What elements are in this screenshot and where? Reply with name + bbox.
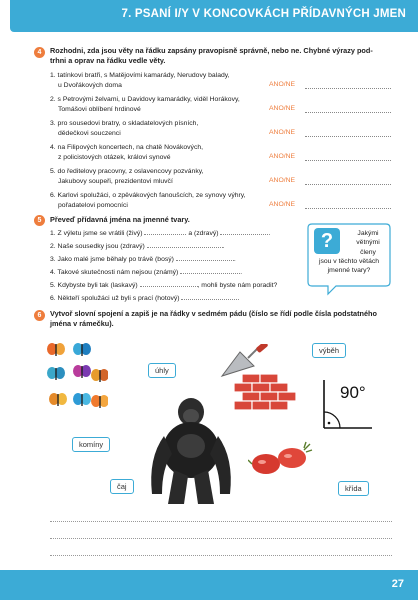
gorilla-image [144,396,238,508]
chapter-title: 7. PSANÍ I/Y V KONCOVKÁCH PŘÍDAVNÝCH JMEN [121,8,406,20]
word-tag-krida: křída [338,481,369,496]
answer-label: ANO/NE [269,129,296,136]
instruction-line-2: trhni a oprav na řádku vedle věty. [50,56,166,65]
word-tag-kominy: komíny [72,437,110,452]
butterflies-image [46,342,108,418]
item-line-1: 4. na Filipových koncertech, na chatě Novákových, [50,144,204,151]
item-line-2: pořadatelovi pomocníci [58,201,128,209]
blank-field[interactable] [140,286,198,287]
hint-line: jsou v těchto větách [318,258,380,265]
item-text: 4. Takové skutečnosti nám nejsou (známý) [50,269,179,276]
answer-line[interactable] [50,555,392,556]
item-line-1: 1. tatínkovi bratři, s Matějovími kamarády, Nerudovy balady, [50,72,230,79]
item-text: 6. Někteří spolužáci už byli s prací (hotový) [50,295,180,302]
item-line-1: 5. do ředitelovy pracovny, z oslavencovy pozvánky, [50,168,204,175]
item-line-2: Tomášovi oblíbení hrdinové [58,105,141,113]
instruction: Převeď přídavná jména na jmenné tvary. [50,215,190,224]
answer-line[interactable] [50,521,392,522]
item-text: . [237,295,240,302]
blank-field[interactable] [147,247,223,248]
blank-field[interactable] [176,260,234,261]
list-item [50,167,204,186]
list-item [50,143,203,162]
answer-label: ANO/NE [269,201,296,208]
word-tag-uhly: úhly [148,363,176,378]
bricks-icon [232,372,298,416]
item-text: 2. Naše sousedky jsou (zdravý) [50,243,145,250]
blank-field[interactable] [220,234,268,235]
item-line-2: z policistových otázek, královi synové [58,153,171,161]
instruction-line-1: Vytvoř slovní spojení a zapiš je na řádky v sedmém pádu (číslo se řídí podle čísla podstatného [50,309,377,318]
item-text: 5. Kdybyste byli tak (laskavý) [50,282,138,289]
item-text: . [222,243,225,250]
list-item [50,119,198,138]
answer-label: ANO/NE [269,81,296,88]
answer-line[interactable] [305,160,391,161]
item-text: . [240,269,243,276]
item-text: . [233,256,236,263]
item-line-2: Jakubovy soupeři, prezidentovi mluvčí [58,177,173,185]
angle-label: 90° [340,383,366,402]
answer-line[interactable] [305,88,391,89]
word-tag-caj: čaj [110,479,134,494]
hint-line: větnými [356,239,380,247]
list-item [50,243,225,250]
hint-line: Jakými [357,230,379,237]
exercise-number: 6 [34,310,45,321]
answer-line[interactable] [305,136,391,137]
answer-label: ANO/NE [269,105,296,112]
list-item [50,282,277,289]
page-header [10,0,418,32]
exercise-number: 5 [34,215,45,226]
question-icon: ? [314,228,340,254]
list-item [50,295,239,302]
hint-text [306,257,392,276]
list-item [50,191,246,210]
blank-field[interactable] [181,299,237,300]
item-text: . [268,230,271,237]
item-text: , mohli byste nám poradit? [197,282,278,289]
answer-line[interactable] [305,208,391,209]
exercise-number: 4 [34,47,45,58]
instruction-line-2: jména v rámečku). [50,319,114,328]
hint-text [340,229,396,257]
answer-label: ANO/NE [269,177,296,184]
list-item [50,256,236,263]
answer-label: ANO/NE [269,153,296,160]
list-item [50,230,270,237]
item-text: a (zdravý) [188,230,219,237]
blank-field[interactable] [144,234,186,235]
instruction-line-1: Rozhodni, zda jsou věty na řádku zapsány pravopisně správně, nebo ne. Chybné výrazy pod- [50,46,373,55]
page-footer [0,570,418,600]
answer-line[interactable] [305,112,391,113]
item-text: 3. Jako malé jsme běhaly po trávě (bosý) [50,256,174,263]
page-number: 27 [391,578,404,590]
hint-line: členy [360,248,376,256]
answer-line[interactable] [50,538,392,539]
list-item [50,95,240,114]
butterfly-icon [47,343,65,356]
answer-line[interactable] [305,184,391,185]
word-tag-vybeh: výběh [312,343,346,358]
item-text: 1. Z výletu jsme se vrátili (živý) [50,230,143,237]
item-line-1: 6. Karlovi spolužáci, o zpěvákových fanoušcích, ze synovy výhry, [50,192,246,199]
blank-field[interactable] [180,273,240,274]
item-line-1: 2. s Petrovými želvami, u Davidovy kamarádky, viděl Horákovy, [50,96,240,103]
item-line-2: u Dvořákových doma [58,81,122,89]
hint-line: jmenné tvary? [327,267,371,275]
list-item [50,71,230,90]
item-line-2: dědečkovi souczenci [58,129,121,137]
list-item [50,269,242,276]
rosehip-image [248,440,314,480]
item-line-1: 3. pro sousedovi bratry, o skladatelových písních, [50,120,199,127]
